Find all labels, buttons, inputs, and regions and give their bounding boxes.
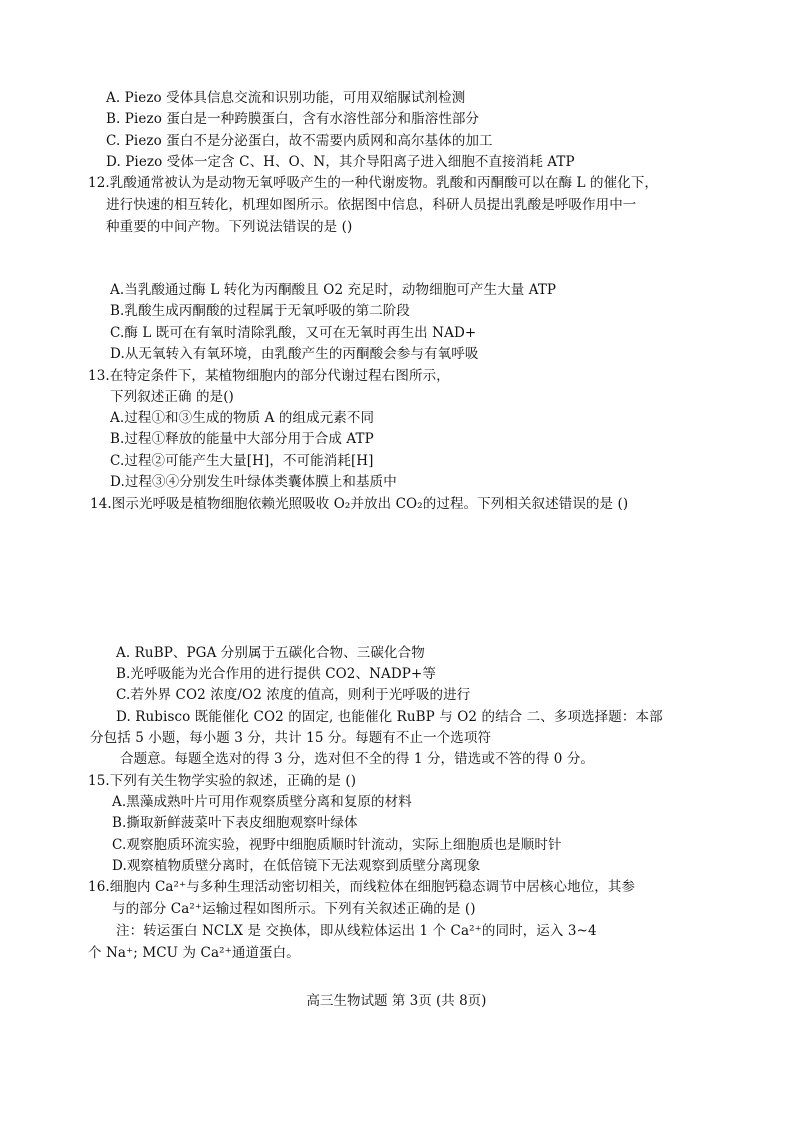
- q12-option-d: D.从无氧转入有氧环境，由乳酸产生的丙酮酸会参与有氧呼吸: [110, 346, 479, 362]
- q13-option-b: B.过程①释放的能量中大部分用于合成 ATP: [110, 431, 374, 447]
- q13-option-d: D.过程③④分别发生叶绿体类囊体膜上和基质中: [110, 474, 397, 490]
- q14-stem: 14.图示光呼吸是植物细胞依赖光照吸收 O₂并放出 CO₂的过程。下列相关叙述错误的是 (): [90, 496, 629, 512]
- q14-option-c: C.若外界 CO2 浓度/O2 浓度的值高，则利于光呼吸的进行: [116, 687, 471, 703]
- q15-option-d: D.观察植物质壁分离时，在低倍镜下无法观察到质壁分离现象: [112, 858, 481, 874]
- q15-stem: 15.下列有关生物学实验的叙述，正确的是 (): [88, 773, 357, 789]
- q13-stem-line-2: 下列叙述正确 的是(): [110, 389, 234, 405]
- page-footer: 高三生物试题 第 3页 (共 8页): [306, 993, 487, 1009]
- q11-option-b: B. Piezo 蛋白是一种跨膜蛋白，含有水溶性部分和脂溶性部分: [106, 111, 480, 127]
- section-instructions-line-2: 合题意。每题全选对的得 3 分，选对但不全的得 1 分，错选或不答的得 0 分。: [120, 751, 595, 767]
- q11-option-c: C. Piezo 蛋白不是分泌蛋白，故不需要内质网和高尔基体的加工: [106, 133, 493, 149]
- q13-option-c: C.过程②可能产生大量[H]，不可能消耗[H]: [110, 453, 374, 469]
- q12-option-c: C.酶 L 既可在有氧时清除乳酸，又可在无氧时再生出 NAD+: [110, 325, 477, 341]
- q12-stem-line-1: 12.乳酸通常被认为是动物无氧呼吸产生的一种代谢废物。乳酸和丙酮酸可以在酶 L 的催化下，: [88, 175, 659, 191]
- q15-option-b: B.撕取新鲜菠菜叶下表皮细胞观察叶绿体: [112, 815, 358, 831]
- q14-option-d-and-section-heading: D. Rubisco 既能催化 CO2 的固定, 也能催化 RuBP 与 O2 的结合 二、多项选择题：本部: [116, 709, 663, 725]
- q11-option-d: D. Piezo 受体一定含 C、H、O、N，其介导阳离子进入细胞不直接消耗 ATP: [106, 154, 575, 170]
- q16-note-line-2: 个 Na⁺; MCU 为 Ca²⁺通道蛋白。: [88, 945, 300, 961]
- q16-stem-line-2: 与的部分 Ca²⁺运输过程如图所示。下列有关叙述正确的是 (): [112, 901, 476, 917]
- q14-option-a: A. RuBP、PGA 分别属于五碳化合物、三碳化合物: [116, 645, 425, 661]
- q12-stem-line-2: 进行快速的相互转化，机理如图所示。依据图中信息，科研人员提出乳酸是呼吸作用中一: [106, 197, 637, 213]
- q12-option-b: B.乳酸生成丙酮酸的过程属于无氧呼吸的第二阶段: [110, 303, 411, 319]
- q13-stem-line-1: 13.在特定条件下，某植物细胞内的部分代谢过程右图所示，: [88, 368, 450, 384]
- q12-stem-line-3: 种重要的中间产物。下列说法错误的是 (): [106, 219, 353, 235]
- q16-note-line-1: 注：转运蛋白 NCLX 是 交换体，即从线粒体运出 1 个 Ca²⁺的同时，运入 3~4: [116, 923, 597, 939]
- q12-option-a: A.当乳酸通过酶 L 转化为丙酮酸且 O2 充足时，动物细胞可产生大量 ATP: [110, 282, 557, 298]
- q16-stem-line-1: 16.细胞内 Ca²⁺与多种生理活动密切相关，而线粒体在细胞钙稳态调节中居核心地位，其参: [88, 879, 636, 895]
- section-instructions-line-1: 分包括 5 小题，每小题 3 分，共计 15 分。每题有不止一个选项符: [90, 730, 492, 746]
- q15-option-c: C.观察胞质环流实验，视野中细胞质顺时针流动，实际上细胞质也是顺时针: [112, 837, 562, 853]
- q11-option-a: A. Piezo 受体具信息交流和识别功能，可用双缩脲试剂检测: [106, 90, 466, 106]
- q15-option-a: A.黑藻成熟叶片可用作观察质壁分离和复原的材料: [112, 794, 412, 810]
- q14-option-b: B.光呼吸能为光合作用的进行提供 CO2、NADP+等: [116, 666, 436, 682]
- q13-option-a: A.过程①和③生成的物质 A 的组成元素不同: [110, 410, 375, 426]
